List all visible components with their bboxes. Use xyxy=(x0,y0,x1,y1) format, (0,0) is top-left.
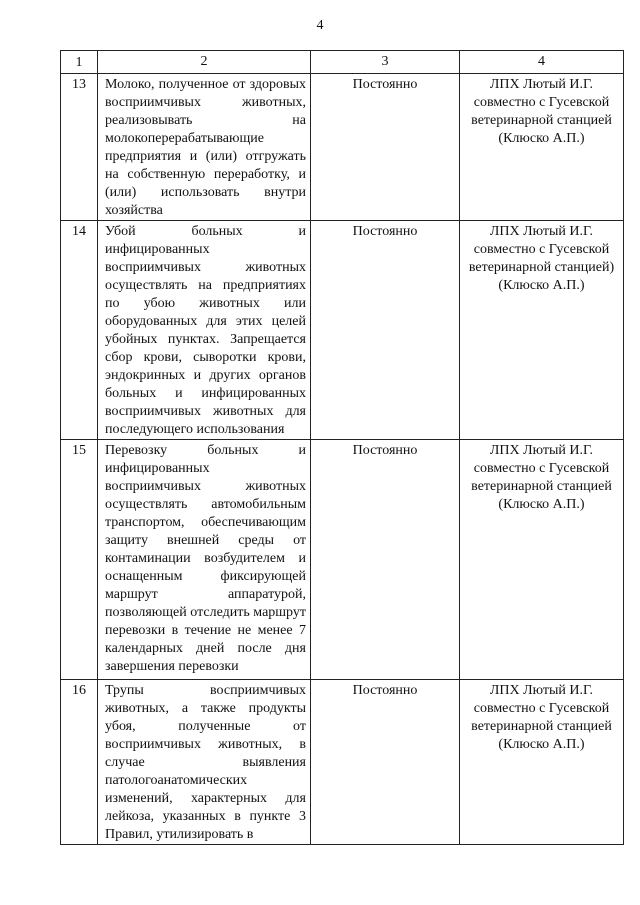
term-text: Постоянно xyxy=(352,77,418,92)
row-number: 14 xyxy=(61,221,98,440)
table-row xyxy=(61,74,624,221)
header-col-3: 3 xyxy=(311,51,460,74)
row-number: 16 xyxy=(61,680,98,845)
row-number: 15 xyxy=(61,440,98,680)
responsible-text: ЛПХ Лютый И.Г. совместно с Гусевской ветеринарной станцией (Клюско А.П.) xyxy=(471,77,612,146)
term-cell xyxy=(311,221,460,440)
measure-text: Молоко, полученное от здоровых восприимчивых животных, реализовывать на молокоперерабатывающие предприятия и (или) отгружать на собственную переработку, и (или) использовать внутри хозяйства xyxy=(105,77,306,218)
header-col-2: 2 xyxy=(98,51,311,74)
measures-table xyxy=(60,50,624,845)
measure-text: Убой больных и инфицированных восприимчивых животных осуществлять на предприятиях по убою животных или оборудованных для этих целей убойных пунктах. Запрещается сбор крови, сыворотки крови, эндокринных и других органов больных и инфицированных восприимчивых животных для последующего использования xyxy=(105,224,306,437)
measure-cell xyxy=(98,440,311,680)
header-col-1: 1 xyxy=(61,51,98,74)
measure-text: Перевозку больных и инфицированных восприимчивых животных осуществлять автомобильным транспортом, обеспечивающим защиту внешней среды от контаминации возбудителем и оснащенным фиксирующей маршрут аппаратурой, позволяющей отследить маршрут перевозки в течение не менее 7 календарных дней после дня завершения перевозки xyxy=(105,443,306,674)
term-cell xyxy=(311,680,460,845)
measure-text: Трупы восприимчивых животных, а также продукты убоя, полученные от восприимчивых животных, в случае выявления патологоанатомических изменений, характерных для лейкоза, указанных в пункте 3 Правил, утилизировать в xyxy=(105,683,306,842)
responsible-cell xyxy=(460,74,624,221)
row-number: 13 xyxy=(61,74,98,221)
measure-cell xyxy=(98,680,311,845)
term-text: Постоянно xyxy=(352,224,418,239)
table-header-row xyxy=(61,51,624,74)
responsible-cell xyxy=(460,440,624,680)
term-cell xyxy=(311,440,460,680)
term-cell xyxy=(311,74,460,221)
responsible-text: ЛПХ Лютый И.Г. совместно с Гусевской ветеринарной станцией) (Клюско А.П.) xyxy=(468,224,615,293)
term-text: Постоянно xyxy=(352,683,418,698)
responsible-text: ЛПХ Лютый И.Г. совместно с Гусевской ветеринарной станцией (Клюско А.П.) xyxy=(471,683,612,752)
measure-cell xyxy=(98,74,311,221)
responsible-text: ЛПХ Лютый И.Г. совместно с Гусевской ветеринарной станцией (Клюско А.П.) xyxy=(471,443,612,512)
responsible-cell xyxy=(460,680,624,845)
table-row xyxy=(61,680,624,845)
term-text: Постоянно xyxy=(352,443,418,458)
header-col-4: 4 xyxy=(460,51,624,74)
table-row xyxy=(61,221,624,440)
table-row xyxy=(61,440,624,680)
measure-cell xyxy=(98,221,311,440)
responsible-cell xyxy=(460,221,624,440)
page-number: 4 xyxy=(316,18,324,33)
